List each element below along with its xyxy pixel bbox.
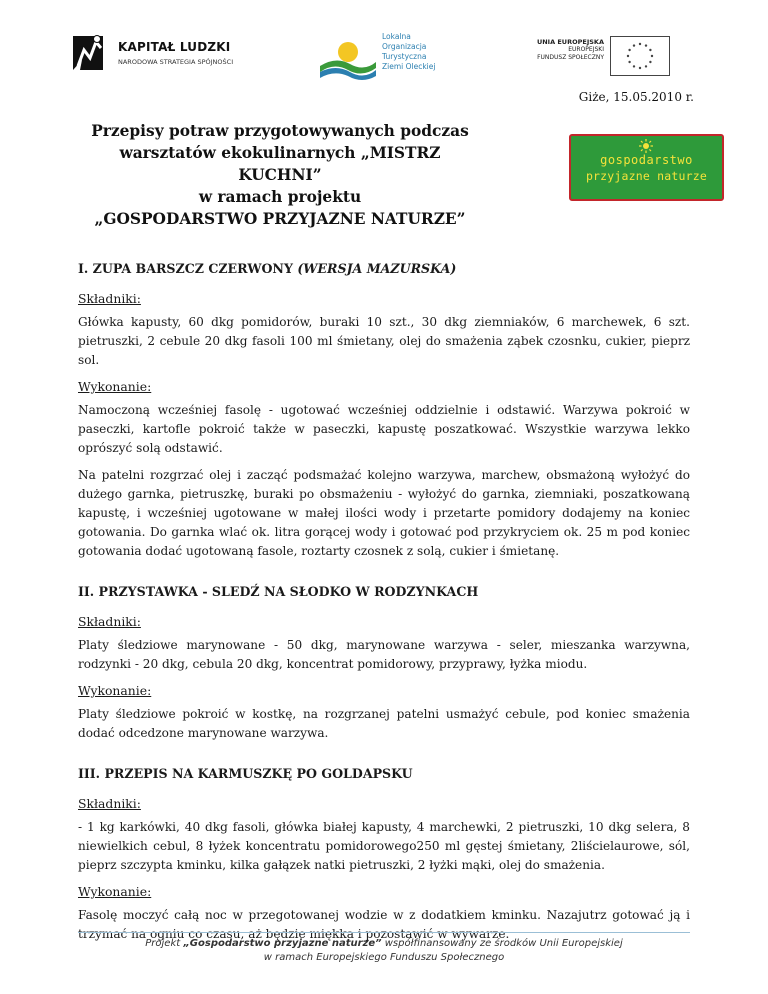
eu-logo <box>520 36 652 76</box>
lot-line: Organizacja <box>382 42 427 51</box>
eu-text <box>520 38 604 62</box>
eu-flag-icon <box>610 36 670 76</box>
section-heading-italic: (WERSJA MAZURSKA) <box>297 261 457 276</box>
ingredients-text: - 1 kg karkówki, 40 dkg fasoli, główka białej kapusty, 4 marchewki, 2 pietruszki, 10 dkg selera, 8 niewielkich cebul, 8 łyżek koncentratu pomidorowego250 ml gęstej śmietany, 2liścielaurowe, sól, pieprz szczypta kminku, kilka gałązek natki pietruszki, 2 łyżki mąki, olej do smażenia. <box>78 820 690 872</box>
lot-logo <box>318 26 438 86</box>
section-heading: II. PRZYSTAWKA - SLEDŹ NA SŁODKO W RODZYNKACH <box>78 584 479 599</box>
ingredients-text: Główka kapusty, 60 dkg pomidorów, buraki 10 szt., 30 dkg ziemniaków, 6 marchewek, 6 szt. pietruszki, 2 cebule 20 dkg fasoli 100 ml śmietany, olej do smażenia ząbek czosnku, cukier, pieprz sol. <box>78 315 690 367</box>
lot-text <box>382 32 452 72</box>
title-line: w ramach projektu <box>198 188 362 206</box>
method-paragraph: Na patelni rozgrzać olej i zacząć podsmażać kolejno warzywa, marchew, obsmażoną wyłożyć do dużego garnka, pietruszkę, buraki po obsmażeniu - wyłożyć do garnka, ziemniaki, poszatkowaną kapustę, i wcześniej ugotowane w małej ilości wody i przetarte pomidory dodajemy na koniec gotowania. Do garnka wlać ok. litra gorącej wody i gotować pod przykryciem ok. 25 m pod koniec gotowania dodać ugotowaną fasole, roztarty czosnek z solą, cukier i śmietanę. <box>78 468 690 558</box>
method-label: Wykonanie: <box>78 884 152 899</box>
project-logo-line1: gospodarstwo <box>600 153 693 167</box>
ingredients-label: Składniki: <box>78 291 141 306</box>
footer-line2: w ramach Europejskiego Funduszu Społecznego <box>263 952 505 963</box>
document-title <box>90 120 470 230</box>
eu-line: EUROPEJSKI <box>568 46 604 53</box>
footer-project-name: „Gospodarstwo przyjazne naturze” <box>183 938 382 949</box>
method-label: Wykonanie: <box>78 379 152 394</box>
sun-icon <box>639 139 653 153</box>
lot-line: Lokalna <box>382 32 411 41</box>
section-heading <box>78 260 690 278</box>
method-label: Wykonanie: <box>78 683 152 698</box>
recipes-content <box>78 246 690 952</box>
kapital-ludzki-logo <box>70 30 250 80</box>
eu-line: FUNDUSZ SPOŁECZNY <box>537 54 604 61</box>
method-paragraph: Fasolę moczyć całą noc w przegotowanej wodzie w z dodatkiem kminku. Nazajutrz gotować ją i trzymać na ogniu co czasu, aż będzie miękka i pozostawić w wywarze. <box>78 908 690 941</box>
document-date: Giże, 15.05.2010 r. <box>578 90 694 104</box>
project-logo-line2: przyjazne naturze <box>585 169 708 183</box>
title-line: warsztatów ekokulinarnych „MISTRZ KUCHNI” <box>119 144 441 184</box>
kapital-ludzki-emblem-icon <box>70 30 110 74</box>
lot-sun-landscape-icon <box>318 36 378 80</box>
method-paragraph: Platy śledziowe pokroić w kostkę, na rozgrzanej patelni usmażyć cebule, pod koniec smażenia dodać odcedzone marynowane warzywa. <box>78 707 690 740</box>
lot-line: Ziemi Oleckiej <box>382 62 436 71</box>
ingredients-label: Składniki: <box>78 614 141 629</box>
project-logo <box>569 134 724 201</box>
footer-prefix: Projekt <box>145 938 184 949</box>
footer-suffix: współfinansowany ze środków Unii Europejskiej <box>381 938 623 949</box>
title-line: „GOSPODARSTWO PRZYJAZNE NATURZE” <box>94 210 466 228</box>
ingredients-label: Składniki: <box>78 796 141 811</box>
title-line: Przepisy potraw przygotowywanych podczas <box>91 122 469 140</box>
section-heading: III. PRZEPIS NA KARMUSZKĘ PO GOLDAPSKU <box>78 766 413 781</box>
eu-title: UNIA EUROPEJSKA <box>536 38 604 46</box>
header-logos <box>0 22 768 92</box>
kapital-ludzki-title: KAPITAŁ LUDZKI <box>118 40 231 54</box>
method-paragraph: Namoczoną wcześniej fasolę - ugotować wcześniej oddzielnie i odstawić. Warzywa pokroić w paseczki, kartofle pokroić także w paseczki, kapustę poszatkować. Wszystkie warzywa lekko oprószyć solą odstawić. <box>78 403 690 455</box>
lot-line: Turystyczna <box>382 52 427 61</box>
page-footer <box>78 932 690 965</box>
ingredients-text: Platy śledziowe marynowane - 50 dkg, marynowane warzywa - seler, mieszanka warzywna, rodzynki - 20 dkg, cebula 20 dkg, koncentrat pomidorowy, przyprawy, łyżka miodu. <box>78 638 690 671</box>
section-heading-text: I. ZUPA BARSZCZ CZERWONY <box>78 261 298 276</box>
kapital-ludzki-subtitle: NARODOWA STRATEGIA SPÓJNOŚCI <box>118 58 234 66</box>
footer-line1 <box>78 937 690 951</box>
